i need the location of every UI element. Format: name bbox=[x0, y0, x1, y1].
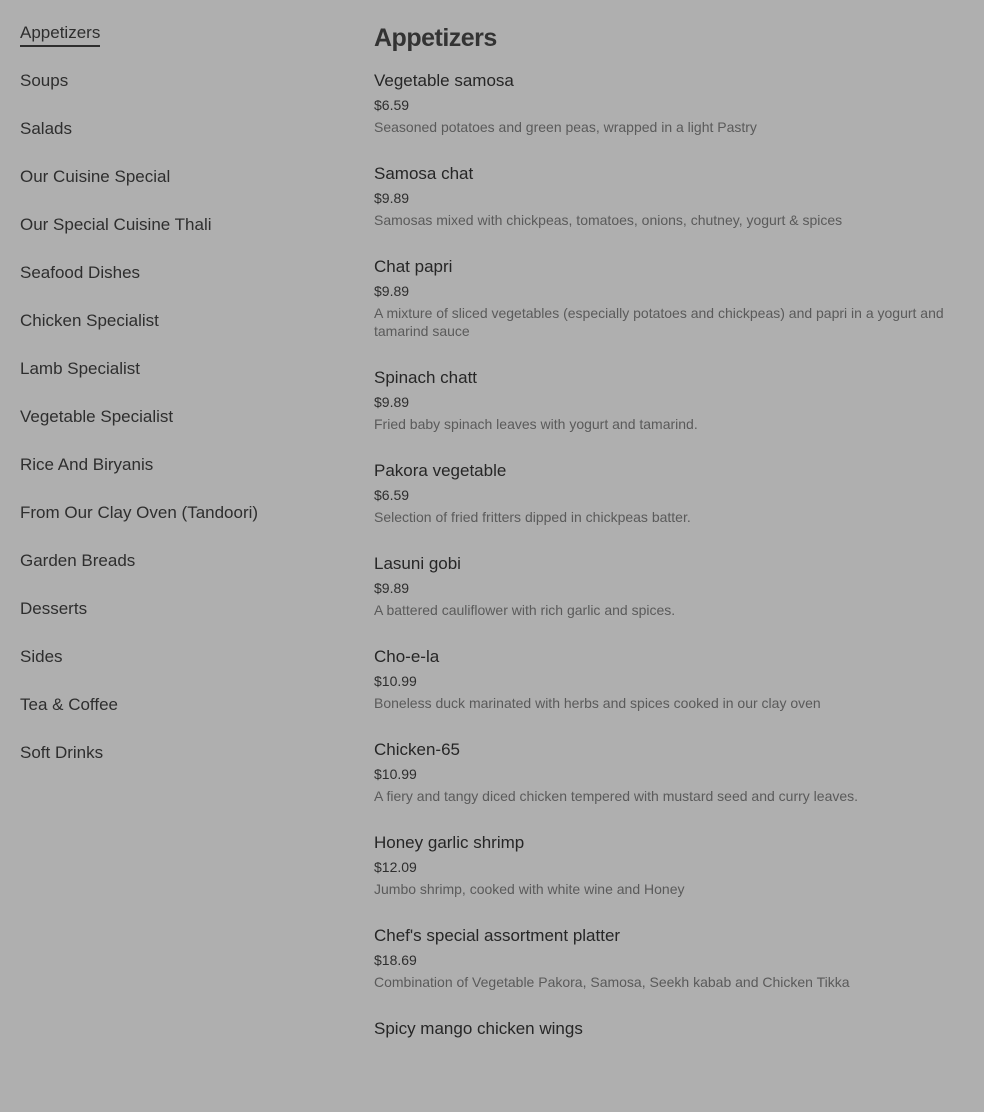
category-link[interactable]: Our Cuisine Special bbox=[20, 167, 171, 186]
item-name: Lasuni gobi bbox=[374, 554, 461, 573]
sidebar-item-rice-and-biryanis bbox=[20, 454, 340, 502]
category-link[interactable]: Garden Breads bbox=[20, 551, 136, 570]
category-link[interactable]: Sides bbox=[20, 647, 63, 666]
item-price: $12.09 bbox=[374, 859, 417, 875]
menu-item[interactable] bbox=[374, 739, 964, 805]
item-description: Jumbo shrimp, cooked with white wine and Honey bbox=[374, 881, 685, 897]
item-description: A mixture of sliced vegetables (especially potatoes and chickpeas) and papri in a yogurt and tamarind sauce bbox=[374, 305, 944, 339]
item-description: Boneless duck marinated with herbs and spices cooked in our clay oven bbox=[374, 695, 821, 711]
item-name: Spicy mango chicken wings bbox=[374, 1019, 583, 1038]
category-link[interactable]: Our Special Cuisine Thali bbox=[20, 215, 212, 234]
item-description: Seasoned potatoes and green peas, wrapped in a light Pastry bbox=[374, 119, 757, 135]
item-price: $9.89 bbox=[374, 580, 410, 596]
item-name: Chef's special assortment platter bbox=[374, 926, 621, 945]
category-link[interactable]: Salads bbox=[20, 119, 72, 138]
item-name: Cho-e-la bbox=[374, 647, 440, 666]
menu-item[interactable] bbox=[374, 460, 964, 526]
item-price: $18.69 bbox=[374, 952, 417, 968]
sidebar-item-soups bbox=[20, 70, 340, 118]
item-description: A fiery and tangy diced chicken tempered with mustard seed and curry leaves. bbox=[374, 788, 859, 804]
sidebar-item-salads bbox=[20, 118, 340, 166]
sidebar-item-vegetable-specialist bbox=[20, 406, 340, 454]
category-list bbox=[20, 22, 340, 790]
menu-item[interactable] bbox=[374, 163, 964, 229]
item-price: $10.99 bbox=[374, 673, 417, 689]
sidebar-item-clay-oven bbox=[20, 502, 340, 550]
sidebar-item-our-cuisine-special bbox=[20, 166, 340, 214]
category-link[interactable]: Soft Drinks bbox=[20, 743, 104, 762]
menu-item[interactable] bbox=[374, 256, 964, 340]
sidebar-item-appetizers bbox=[20, 22, 340, 70]
category-link[interactable]: Soups bbox=[20, 71, 69, 90]
category-link[interactable]: Chicken Specialist bbox=[20, 311, 159, 330]
item-price: $9.89 bbox=[374, 190, 410, 206]
item-name: Samosa chat bbox=[374, 164, 474, 183]
item-description: A battered cauliflower with rich garlic and spices. bbox=[374, 602, 676, 618]
item-name: Chicken-65 bbox=[374, 740, 460, 759]
category-link[interactable]: From Our Clay Oven (Tandoori) bbox=[20, 503, 259, 522]
item-name: Chat papri bbox=[374, 257, 453, 276]
sidebar-item-garden-breads bbox=[20, 550, 340, 598]
item-price: $6.59 bbox=[374, 487, 410, 503]
category-link[interactable]: Seafood Dishes bbox=[20, 263, 141, 282]
sidebar-item-tea-coffee bbox=[20, 694, 340, 742]
category-link[interactable]: Lamb Specialist bbox=[20, 359, 141, 378]
category-link[interactable]: Tea & Coffee bbox=[20, 695, 118, 714]
sidebar-item-sides bbox=[20, 646, 340, 694]
item-description: Samosas mixed with chickpeas, tomatoes, onions, chutney, yogurt & spices bbox=[374, 212, 843, 228]
sidebar-item-our-special-cuisine-thali bbox=[20, 214, 340, 262]
item-description: Fried baby spinach leaves with yogurt and tamarind. bbox=[374, 416, 698, 432]
menu-item[interactable] bbox=[374, 553, 964, 619]
menu-item[interactable] bbox=[374, 646, 964, 712]
item-price: $9.89 bbox=[374, 283, 410, 299]
sidebar-item-desserts bbox=[20, 598, 340, 646]
category-link[interactable]: Appetizers bbox=[20, 22, 100, 47]
menu-item[interactable] bbox=[374, 70, 964, 136]
item-name: Spinach chatt bbox=[374, 368, 478, 387]
sidebar-item-soft-drinks bbox=[20, 742, 340, 790]
menu-item[interactable] bbox=[374, 925, 964, 991]
category-link[interactable]: Rice And Biryanis bbox=[20, 455, 154, 474]
sidebar-item-chicken-specialist bbox=[20, 310, 340, 358]
item-price: $6.59 bbox=[374, 97, 410, 113]
category-link[interactable]: Vegetable Specialist bbox=[20, 407, 174, 426]
item-description: Combination of Vegetable Pakora, Samosa, Seekh kabab and Chicken Tikka bbox=[374, 974, 850, 990]
menu-item[interactable] bbox=[374, 832, 964, 898]
menu-section bbox=[374, 22, 964, 1067]
category-sidebar bbox=[20, 22, 340, 790]
section-title: Appetizers bbox=[374, 24, 497, 52]
menu-item[interactable] bbox=[374, 1018, 964, 1040]
item-name: Pakora vegetable bbox=[374, 461, 507, 480]
item-price: $10.99 bbox=[374, 766, 417, 782]
item-description: Selection of fried fritters dipped in chickpeas batter. bbox=[374, 509, 691, 525]
category-link[interactable]: Desserts bbox=[20, 599, 88, 618]
sidebar-item-lamb-specialist bbox=[20, 358, 340, 406]
sidebar-item-seafood-dishes bbox=[20, 262, 340, 310]
item-price: $9.89 bbox=[374, 394, 410, 410]
item-name: Honey garlic shrimp bbox=[374, 833, 525, 852]
item-name: Vegetable samosa bbox=[374, 71, 514, 90]
menu-item[interactable] bbox=[374, 367, 964, 433]
